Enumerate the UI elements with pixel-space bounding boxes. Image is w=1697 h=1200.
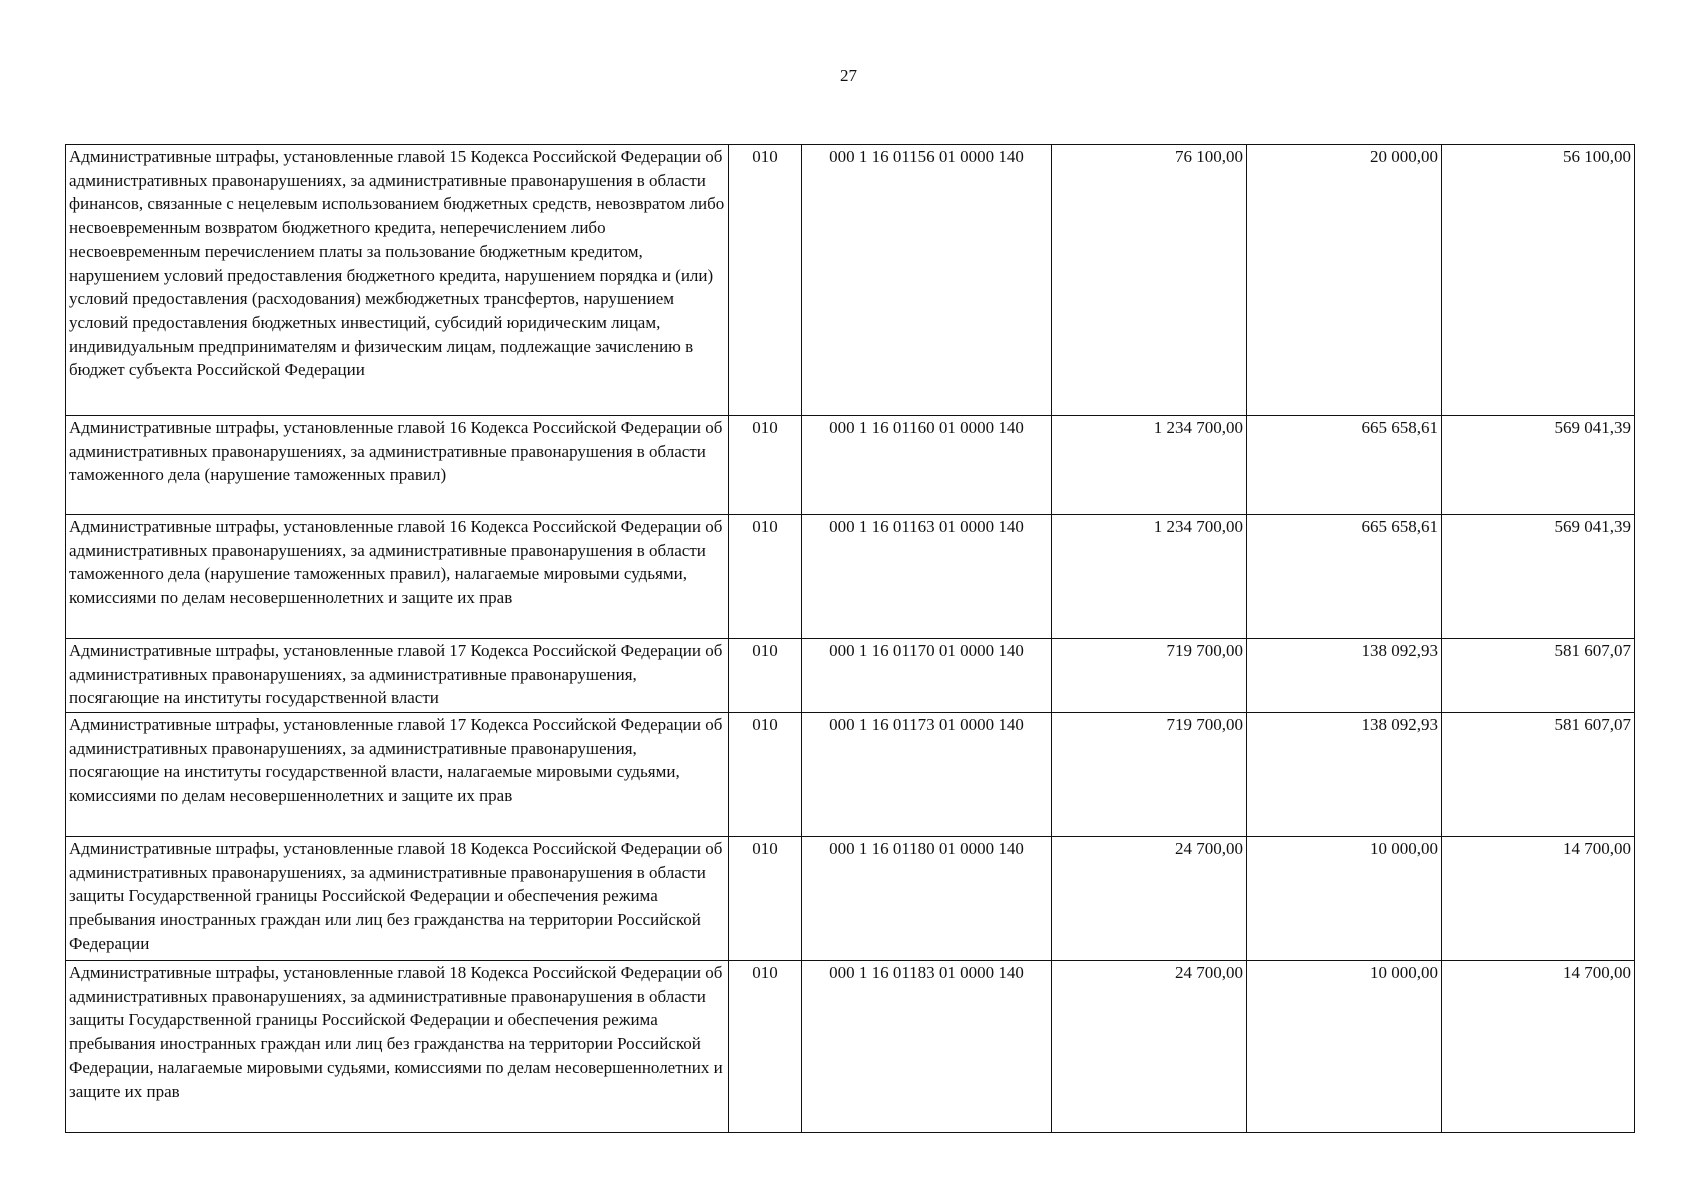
approved-amount: 24 700,00 xyxy=(1052,961,1247,1133)
approved-amount: 1 234 700,00 xyxy=(1052,416,1247,515)
budget-classification-code: 000 1 16 01180 01 0000 140 xyxy=(802,837,1052,961)
budget-classification-code: 000 1 16 01163 01 0000 140 xyxy=(802,515,1052,639)
executed-amount: 10 000,00 xyxy=(1247,837,1442,961)
approved-amount: 1 234 700,00 xyxy=(1052,515,1247,639)
unexecuted-amount: 569 041,39 xyxy=(1442,416,1635,515)
income-description: Административные штрафы, установленные главой 18 Кодекса Российской Федерации об административных правонарушениях, за административные правонарушения в области защиты Государственной границы Российской Федерации и обеспечения режима пребывания иностранных граждан или лиц без гражданства на территории Российской Федерации, налагаемые мировыми судьями, комиссиями по делам несовершеннолетних и защите их прав xyxy=(66,961,729,1133)
budget-classification-code: 000 1 16 01160 01 0000 140 xyxy=(802,416,1052,515)
approved-amount: 24 700,00 xyxy=(1052,837,1247,961)
page-number: 27 xyxy=(840,66,857,85)
executed-amount: 138 092,93 xyxy=(1247,639,1442,713)
income-description: Административные штрафы, установленные главой 17 Кодекса Российской Федерации об административных правонарушениях, за административные правонарушения, посягающие на институты государственной власти, налагаемые мировыми судьями, комиссиями по делам несовершеннолетних и защите их прав xyxy=(66,713,729,837)
unexecuted-amount: 581 607,07 xyxy=(1442,639,1635,713)
table-row xyxy=(66,416,1635,515)
table-row xyxy=(66,837,1635,961)
unexecuted-amount: 569 041,39 xyxy=(1442,515,1635,639)
income-description: Административные штрафы, установленные главой 15 Кодекса Российской Федерации об административных правонарушениях, за административные правонарушения в области финансов, связанные с нецелевым использованием бюджетных средств, невозвратом либо несвоевременным возвратом бюджетного кредита, неперечислением либо несвоевременным перечислением платы за пользование бюджетным кредитом, нарушением условий предоставления бюджетного кредита, нарушением порядка и (или) условий предоставления (расходования) межбюджетных трансфертов, нарушением условий предоставления бюджетных инвестиций, субсидий юридическим лицам, индивидуальным предпринимателям и физическим лицам, подлежащие зачислению в бюджет субъекта Российской Федерации xyxy=(66,145,729,416)
table-row xyxy=(66,713,1635,837)
unexecuted-amount: 581 607,07 xyxy=(1442,713,1635,837)
unexecuted-amount: 14 700,00 xyxy=(1442,837,1635,961)
budget-classification-code: 000 1 16 01156 01 0000 140 xyxy=(802,145,1052,416)
executed-amount: 665 658,61 xyxy=(1247,515,1442,639)
approved-amount: 719 700,00 xyxy=(1052,713,1247,837)
budget-classification-code: 000 1 16 01170 01 0000 140 xyxy=(802,639,1052,713)
administrator-code: 010 xyxy=(729,713,802,837)
executed-amount: 138 092,93 xyxy=(1247,713,1442,837)
executed-amount: 10 000,00 xyxy=(1247,961,1442,1133)
administrator-code: 010 xyxy=(729,416,802,515)
unexecuted-amount: 14 700,00 xyxy=(1442,961,1635,1133)
table-row xyxy=(66,515,1635,639)
budget-classification-code: 000 1 16 01183 01 0000 140 xyxy=(802,961,1052,1133)
executed-amount: 20 000,00 xyxy=(1247,145,1442,416)
unexecuted-amount: 56 100,00 xyxy=(1442,145,1635,416)
income-description: Административные штрафы, установленные главой 18 Кодекса Российской Федерации об административных правонарушениях, за административные правонарушения в области защиты Государственной границы Российской Федерации и обеспечения режима пребывания иностранных граждан или лиц без гражданства на территории Российской Федерации xyxy=(66,837,729,961)
administrator-code: 010 xyxy=(729,961,802,1133)
budget-classification-code: 000 1 16 01173 01 0000 140 xyxy=(802,713,1052,837)
table-row xyxy=(66,639,1635,713)
executed-amount: 665 658,61 xyxy=(1247,416,1442,515)
table-row xyxy=(66,145,1635,416)
administrator-code: 010 xyxy=(729,639,802,713)
income-description: Административные штрафы, установленные главой 16 Кодекса Российской Федерации об административных правонарушениях, за административные правонарушения в области таможенного дела (нарушение таможенных правил), налагаемые мировыми судьями, комиссиями по делам несовершеннолетних и защите их прав xyxy=(66,515,729,639)
revenue-table xyxy=(65,144,1635,1133)
income-description: Административные штрафы, установленные главой 17 Кодекса Российской Федерации об административных правонарушениях, за административные правонарушения, посягающие на институты государственной власти xyxy=(66,639,729,713)
approved-amount: 76 100,00 xyxy=(1052,145,1247,416)
approved-amount: 719 700,00 xyxy=(1052,639,1247,713)
table-row xyxy=(66,961,1635,1133)
administrator-code: 010 xyxy=(729,515,802,639)
administrator-code: 010 xyxy=(729,145,802,416)
administrator-code: 010 xyxy=(729,837,802,961)
income-description: Административные штрафы, установленные главой 16 Кодекса Российской Федерации об административных правонарушениях, за административные правонарушения в области таможенного дела (нарушение таможенных правил) xyxy=(66,416,729,515)
